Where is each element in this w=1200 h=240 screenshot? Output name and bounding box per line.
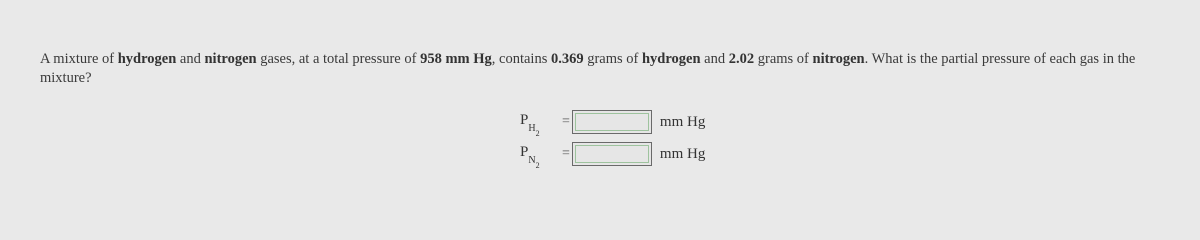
question-segment: grams of [583,51,642,67]
question-text [40,50,1165,88]
nitrogen-pressure-label [520,143,566,170]
answer-row-nitrogen [520,140,705,168]
answer-row-hydrogen [520,108,705,136]
variable-subscript: H [528,122,536,134]
question-segment: and [700,51,729,67]
question-segment: . What is the partial pressure of each gas in the mixture? [40,51,1136,86]
unit-label: mm Hg [659,145,706,162]
nitrogen-pressure-input[interactable] [572,142,652,166]
hydrogen-mass: 0.369 [550,51,584,67]
question-segment: and [176,51,205,67]
variable-symbol: P [520,111,529,128]
hydrogen-pressure-label [520,111,566,138]
nitrogen-mass: 2.02 [728,51,755,67]
gas-name-nitrogen: nitrogen [204,51,257,67]
total-pressure: 958 mm Hg [420,51,492,67]
question-segment: gases, at a total pressure of [256,51,421,67]
equals-sign: = [562,146,570,161]
variable-symbol: P [520,143,529,160]
unit-label: mm Hg [659,113,706,130]
gas-name-hydrogen: hydrogen [641,51,701,67]
question-segment: , contains [491,51,551,67]
variable-subscript: N [528,154,536,166]
variable-subscript-count: 2 [535,128,540,138]
equals-sign: = [562,114,570,129]
gas-name-hydrogen: hydrogen [117,51,177,67]
question-segment: A mixture of [40,51,118,67]
variable-subscript-count: 2 [535,160,540,170]
hydrogen-pressure-input[interactable] [572,110,652,134]
question-segment: grams of [754,51,813,67]
gas-name-nitrogen: nitrogen [812,51,865,67]
